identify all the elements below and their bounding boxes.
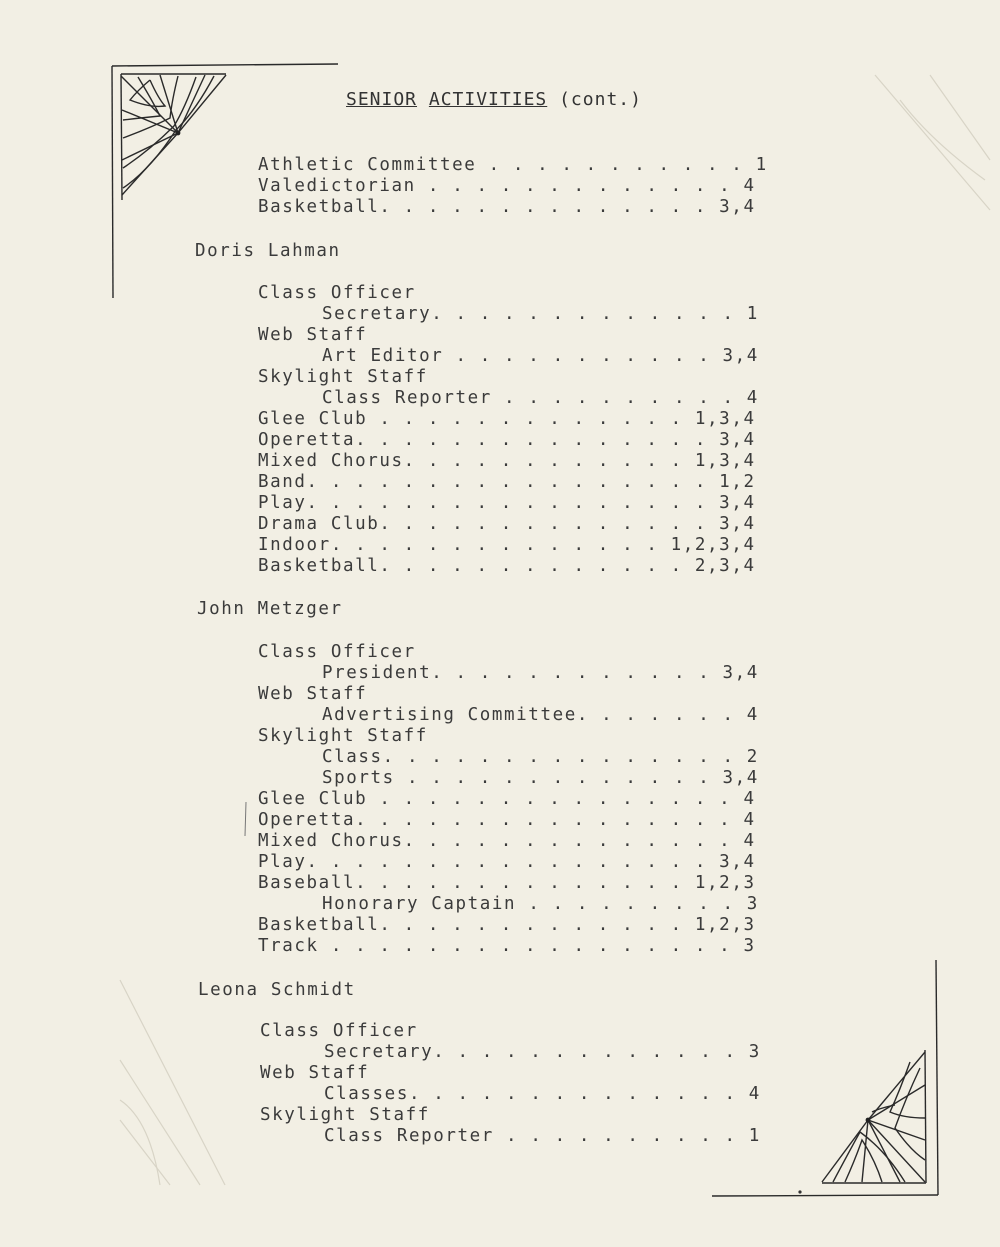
activity-years: 3,4	[719, 430, 756, 450]
leader-dots: . . . . . . . . . . . . .	[391, 197, 720, 217]
activity-label: Art Editor	[322, 346, 444, 366]
activity-years: 4	[748, 1084, 761, 1104]
leader-dots: . . . . . . . . . . .	[476, 155, 756, 175]
activity-years: 3,4	[722, 768, 759, 788]
activity-label: Skylight Staff	[258, 726, 428, 746]
activity-heading	[260, 1105, 430, 1125]
activity-years: 3,4	[719, 493, 756, 513]
leader-dots: . . . . . . . . . . . . .	[342, 535, 671, 555]
student-name: John Metzger	[197, 599, 343, 619]
activity-row	[258, 831, 756, 851]
activity-label: Web Staff	[260, 1063, 370, 1083]
leader-dots: . . . . . . . . . . . . .	[415, 176, 744, 196]
leader-dots: . . . . . . . . . . . . .	[391, 514, 720, 534]
activity-label: Basketball.	[258, 915, 392, 935]
pencil-mark	[243, 800, 249, 840]
activity-row	[324, 1042, 761, 1062]
activity-years: 3,4	[722, 663, 759, 683]
activity-row	[258, 852, 756, 872]
activity-label: Class Officer	[260, 1021, 418, 1041]
activity-row	[258, 535, 756, 555]
leader-dots: . . . . . . . . . . . .	[445, 1042, 749, 1062]
activity-row	[324, 1126, 761, 1146]
activity-row	[258, 556, 756, 576]
activity-label: President.	[322, 663, 444, 683]
leader-dots: . . . . . . . . . . . . . . . . .	[318, 936, 744, 956]
activity-years: 3	[743, 936, 756, 956]
leader-dots: . . . . . .	[589, 705, 747, 725]
activity-years: 1	[748, 1126, 761, 1146]
activity-row	[258, 915, 756, 935]
activity-years: 4	[743, 789, 756, 809]
activity-row	[258, 873, 756, 893]
leader-dots: . . . . . . . . . . . .	[443, 304, 747, 324]
activity-label: Sports	[322, 768, 395, 788]
leader-dots: . . . . . . . . .	[516, 894, 747, 914]
activity-label: Class Officer	[258, 642, 416, 662]
leader-dots: . . . . . . . . . . .	[443, 346, 723, 366]
title-word: ACTIVITIES	[428, 89, 548, 110]
activity-label: Play.	[258, 852, 319, 872]
activity-row	[258, 409, 756, 429]
activity-row	[324, 1084, 761, 1104]
activity-row	[258, 514, 756, 534]
activity-years: 1,2	[719, 472, 756, 492]
activity-label: Baseball.	[258, 873, 368, 893]
activity-heading	[260, 1063, 369, 1083]
activity-label: Web Staff	[258, 684, 368, 704]
activity-years: 4	[743, 831, 756, 851]
leader-dots: . . . . . . . . . . . .	[391, 915, 695, 935]
activity-row	[322, 304, 759, 324]
student-name: Doris Lahman	[195, 241, 341, 261]
activity-label: Drama Club.	[258, 514, 392, 534]
activity-label: Web Staff	[258, 325, 368, 345]
student-name: Leona Schmidt	[198, 980, 356, 1000]
activity-row	[322, 768, 759, 788]
activity-row	[258, 472, 756, 492]
activity-heading	[258, 283, 416, 303]
activity-label: Athletic Committee	[258, 155, 477, 175]
activity-label: Classes.	[324, 1084, 422, 1104]
activity-years: 1,2,3,4	[670, 535, 756, 555]
activity-heading	[258, 684, 367, 704]
activity-row	[322, 894, 759, 914]
activity-label: Track	[258, 936, 319, 956]
activity-years: 1,2,3	[694, 873, 756, 893]
activity-label: Class.	[322, 747, 395, 767]
activity-label: Skylight Staff	[260, 1105, 430, 1125]
leader-dots: . . . . . . . . . . . .	[391, 556, 695, 576]
activity-heading	[260, 1021, 418, 1041]
activity-years: 4	[743, 176, 756, 196]
leader-dots: . . . . . . . . . .	[493, 1126, 749, 1146]
activity-label: Secretary.	[322, 304, 444, 324]
activity-row	[258, 430, 756, 450]
activity-label: Play.	[258, 493, 319, 513]
activity-heading	[258, 642, 416, 662]
activity-years: 1,3,4	[694, 451, 756, 471]
activity-years: 1,2,3	[694, 915, 756, 935]
activity-row	[322, 663, 759, 683]
leader-dots: . . . . . . . . . . . . . . .	[367, 789, 744, 809]
activity-heading	[258, 367, 428, 387]
leader-dots: . . . . . . . . . . .	[415, 451, 695, 471]
activity-years: 3,4	[719, 197, 756, 217]
activity-years: 3,4	[719, 852, 756, 872]
activity-label: Operetta.	[258, 430, 368, 450]
leader-dots: . . . . . . . . . . . . .	[415, 831, 744, 851]
activity-label: Class Reporter	[324, 1126, 494, 1146]
activity-heading	[258, 325, 367, 345]
leader-dots: . . . . . . . . . . . . . .	[394, 747, 747, 767]
activity-label: Basketball.	[258, 197, 392, 217]
leader-dots: . . . . . . . . . . . . .	[394, 768, 723, 788]
page-title	[346, 89, 642, 110]
activity-label: Class Reporter	[322, 388, 492, 408]
activity-row	[258, 493, 756, 513]
activity-years: 4	[746, 705, 759, 725]
activity-row	[258, 155, 768, 175]
activity-row	[258, 176, 756, 196]
activity-years: 1	[746, 304, 759, 324]
activity-heading	[258, 726, 428, 746]
activity-row	[322, 388, 759, 408]
leader-dots: . . . . . . . . . . . . .	[421, 1084, 749, 1104]
activity-label: Class Officer	[258, 283, 416, 303]
activity-label: Basketball.	[258, 556, 392, 576]
activity-row	[258, 451, 756, 471]
activity-row	[322, 747, 759, 767]
activity-label: Indoor.	[258, 535, 343, 555]
leader-dots: . . . . . . . . . . . . . . . .	[318, 852, 720, 872]
title-suffix: (cont.)	[559, 89, 642, 110]
leader-dots: . . . . . . . . . . . . . . . .	[318, 493, 720, 513]
activity-years: 1	[755, 155, 768, 175]
activity-row	[258, 789, 756, 809]
activity-years: 1,3,4	[694, 409, 756, 429]
activity-years: 3	[748, 1042, 761, 1062]
leader-dots: . . . . . . . . . .	[491, 388, 747, 408]
activity-row	[258, 810, 756, 830]
activity-row	[322, 705, 759, 725]
activity-label: Glee Club	[258, 789, 368, 809]
activity-label: Valedictorian	[258, 176, 416, 196]
leader-dots: . . . . . . . . . . . . . . .	[367, 810, 744, 830]
activity-label: Honorary Captain	[322, 894, 517, 914]
leader-dots: . . . . . . . . . . .	[443, 663, 723, 683]
activity-row	[322, 346, 759, 366]
activity-label: Mixed Chorus.	[258, 451, 416, 471]
leader-dots: . . . . . . . . . . . . . .	[367, 430, 720, 450]
activity-label: Mixed Chorus.	[258, 831, 416, 851]
activity-years: 3,4	[719, 514, 756, 534]
activity-row	[258, 197, 756, 217]
activity-years: 4	[746, 388, 759, 408]
activity-years: 3	[746, 894, 759, 914]
activity-years: 2,3,4	[694, 556, 756, 576]
activity-label: Skylight Staff	[258, 367, 428, 387]
title-word: SENIOR	[346, 89, 418, 110]
activity-years: 2	[746, 747, 759, 767]
activity-row	[258, 936, 756, 956]
activity-label: Operetta.	[258, 810, 368, 830]
leader-dots: . . . . . . . . . . . . .	[367, 409, 695, 429]
activity-label: Glee Club	[258, 409, 368, 429]
activity-label: Advertising Committee.	[322, 705, 589, 725]
activity-years: 4	[743, 810, 756, 830]
activity-label: Band.	[258, 472, 319, 492]
leader-dots: . . . . . . . . . . . . .	[367, 873, 695, 893]
leader-dots: . . . . . . . . . . . . . . . .	[318, 472, 720, 492]
activity-years: 3,4	[722, 346, 759, 366]
activity-label: Secretary.	[324, 1042, 446, 1062]
